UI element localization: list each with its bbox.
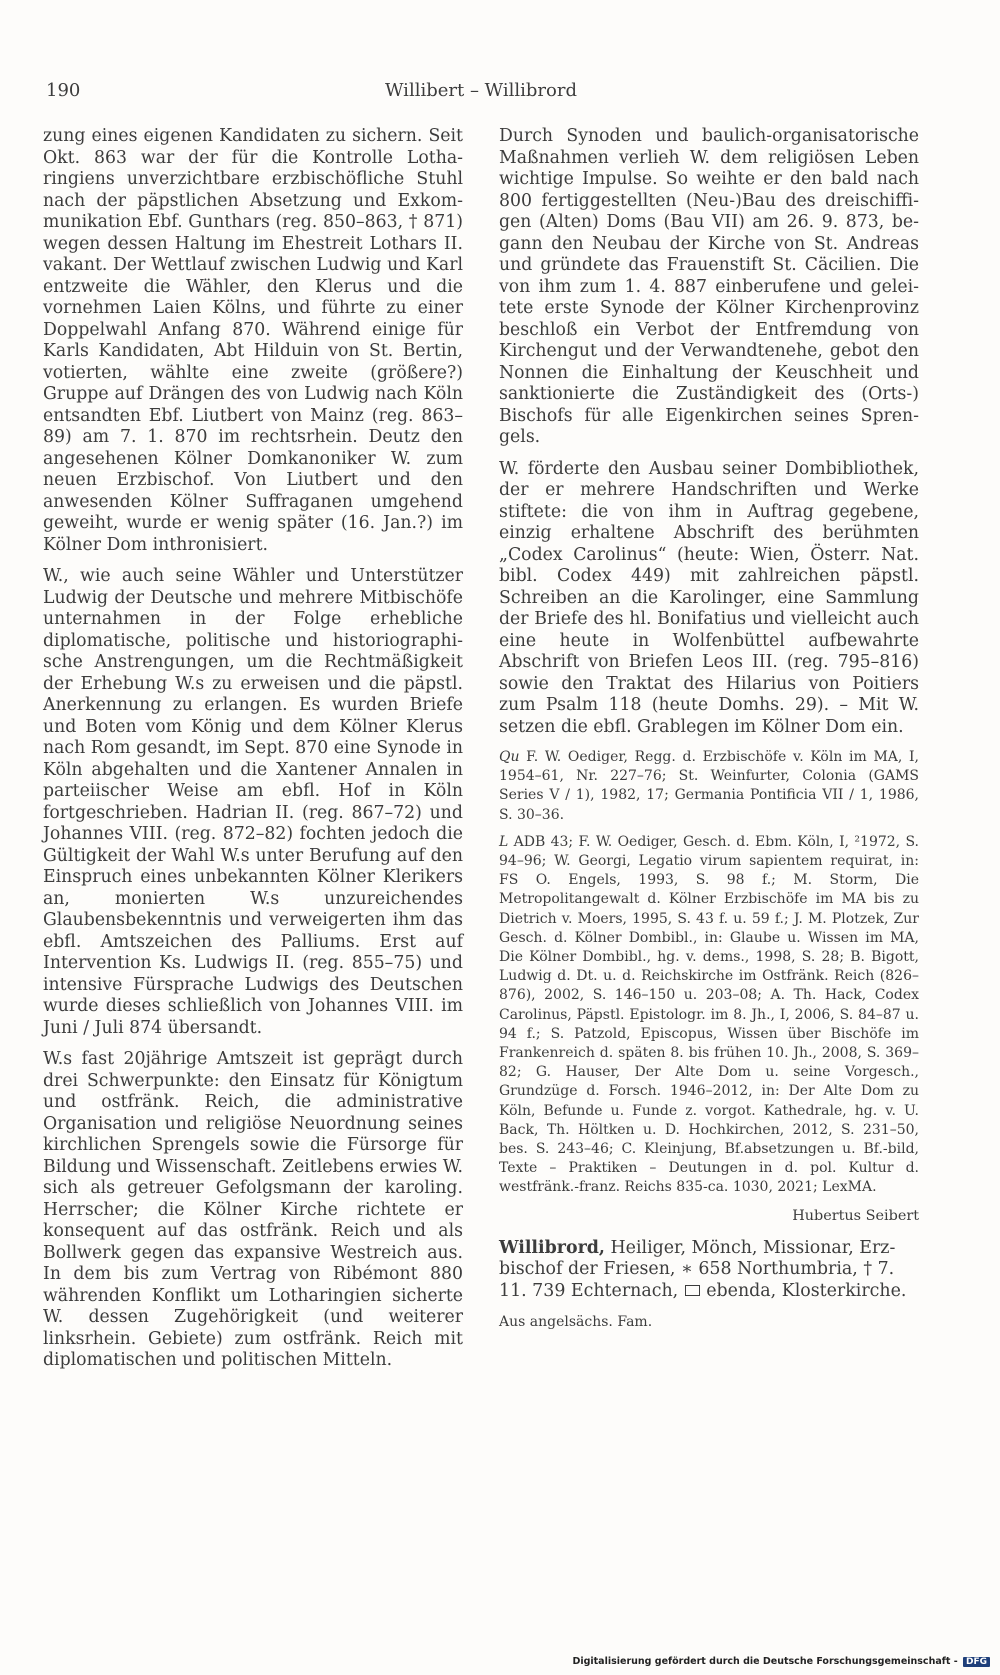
- footer-text: Digitalisierung gefördert durch die Deutsche Forschungsgemeinschaft -: [572, 1656, 958, 1667]
- entry-headword: Willibrord,: [499, 1237, 605, 1258]
- paragraph: W. förderte den Ausbau seiner Dombibliothek, der er mehrere Handschriften und Werke stiftete: die von ihm in Auftrag gegebene, einzig erhaltene Abschrift des berühmten „Codex Carolinus“ (heute: Wien, Österr. Nat. bibl. Codex 449) mit zahlreichen päpstl. Schreiben an die Karolinger, eine Sammlung der Briefe des hl. Bonifatius und vielleicht auch eine heute in Wolfenbüttel aufbewahrte Abschrift von Briefen Leos III. (reg. 795–816) sowie den Traktat des Hilarius von Poitiers zum Psalm 118 (heute Domhs. 29). – Mit W. setzen die ebfl. Grablegen im Kölner Dom ein.: [499, 458, 919, 737]
- paragraph: W., wie auch seine Wähler und Unterstützer Ludwig der Deutsche und mehrere Mitbischöfe unternahmen in der Folge erhebliche diplomatische, politische und historiographische Anstrengungen, um die Rechtmäßigkeit der Erhebung W.s zu erweisen und die päpstl. Anerkennung zu erlangen. Es wurden Briefe und Boten vom König und dem Kölner Klerus nach Rom gesandt, im Sept. 870 eine Synode in Köln abgehalten und die Xantener Annalen in parteiischer Weise am ebfl. Hof in Köln fortgeschrieben. Hadrian II. (reg. 867–72) und Johannes VIII. (reg. 872–82) fochten jedoch die Gültigkeit der Wahl W.s unter Berufung auf den Einspruch eines unbekannten Kölner Klerikers an, monierten W.s unzureichendes Glaubensbekenntnis und verweigerten ihm das ebfl. Amtszeichen des Palliums. Erst auf Intervention Ks. Ludwigs II. (reg. 855–75) und intensive Fürsprache Ludwigs des Deutschen wurde dieses schließlich von Johannes VIII. im Juni / Juli 874 übersandt.: [43, 566, 463, 1038]
- right-column: [499, 126, 919, 1332]
- literature-block: [499, 833, 919, 1198]
- sources-block: [499, 748, 919, 825]
- page-header: [46, 80, 916, 110]
- left-column: [43, 126, 463, 1382]
- literature-text: ADB 43; F. W. Oediger, Gesch. d. Ebm. Köln, I, ²1972, S. 94–96; W. Georgi, Legatio virum sapientem requirat, in: FS O. Engels, 1993, S. 98 f.; M. Storm, Die Metropolitangewalt d. Kölner Erzbischöfe im MA bis zu Dietrich v. Moers, 1995, S. 43 f. u. 59 f.; J. M. Plotzek, Zur Gesch. d. Kölner Dombibl., in: Glaube u. Wissen im MA, Die Kölner Dombibl., hg. v. dems., 1998, S. 28; B. Bigott, Ludwig d. Dt. u. d. Reichskirche im Ostfränk. Reich (826–876), 2002, S. 146–150 u. 203–08; A. Th. Hack, Codex Carolinus, Päpstl. Epistologr. im 8. Jh., I, 2006, S. 84–87 u. 94 f.; S. Patzold, Episcopus, Wissen über Bischöfe im Frankenreich d. späten 8. bis frühen 10. Jh., 2008, S. 369–82; G. Hauser, Der Alte Dom u. seine Vorgesch., Grundzüge d. Forsch. 1946–2012, in: Der Alte Dom zu Köln, Befunde u. Funde z. vorgot. Kathedrale, hg. v. U. Back, Th. Höltken u. D. Hochkirchen, 2012, S. 231–50, bes. S. 243–46; C. Kleinjung, Bf.absetzungen u. Bf.-bild, Texte – Praktiken – Deutungen in d. pol. Kultur d. westfränk.-franz. Reichs 835-ca. 1030, 2021; LexMA.: [499, 833, 919, 1196]
- sources-text: F. W. Oediger, Regg. d. Erzbischöfe v. Köln im MA, I, 1954–61, Nr. 227–76; St. Weinfurter, Colonia (GAMS Series V / 1), 1982, 17; Germania Pontificia VII / 1, 1986, S. 30–36.: [499, 749, 919, 823]
- page-number: 190: [46, 80, 81, 101]
- entry-text-b: ebenda, Klosterkirche.: [700, 1280, 907, 1301]
- author-signature: Hubertus Seibert: [792, 1207, 919, 1224]
- entry-text-a: Heiliger, Mönch, Missionar, Erzbischof der Friesen, ∗ 658 Northumbria, † 7. 11. 739 Echternach,: [499, 1237, 896, 1301]
- burial-icon: [685, 1285, 700, 1296]
- literature-label: L: [499, 833, 509, 850]
- dfg-logo: DFG: [963, 1657, 990, 1667]
- sources-label: Qu: [499, 749, 520, 765]
- footer: [572, 1656, 990, 1667]
- paragraph: W.s fast 20jährige Amtszeit ist geprägt durch drei Schwerpunkte: den Einsatz für Königtum und ostfränk. Reich, die administrative Organisation und religiöse Neuordnung seines kirchlichen Sprengels sowie die Fürsorge für Bildung und Wissenschaft. Zeitlebens erwies W. sich als getreuer Gefolgsmann der karoling. Herrscher; die Kölner Kirche richtete er konsequent auf das ostfränk. Reich und als Bollwerk gegen das expansive Westreich aus. In dem bis zum Vertrag von Ribémont 880 währenden Konflikt um Lotharingien sicherte W. dessen Zugehörigkeit (und weiterer linksrhein. Gebiete) zum ostfränk. Reich mit diplomatischen und politischen Mitteln.: [43, 1049, 463, 1370]
- entry-origin: Aus angelsächs. Fam.: [499, 1314, 653, 1331]
- entry-heading: [499, 1238, 919, 1303]
- paragraph: Durch Synoden und baulich-organisatorische Maßnahmen verlieh W. dem religiösen Leben wichtige Impulse. So weihte er den bald nach 800 fertiggestellten (Neu-)Bau des dreischiffigen (Alten) Doms (Bau VII) am 26. 9. 873, begann den Neubau der Kirche von St. Andreas und gründete das Frauenstift St. Cäcilien. Die von ihm zum 1. 4. 887 einberufene und geleitete erste Synode der Kölner Kirchenprovinz beschloß ein Verbot der Entfremdung von Kirchengut und der Verwandtenehe, gebot den Nonnen die Einhaltung der Keuschheit und sanktionierte die Zuständigkeit des (Orts-) Bischofs für alle Eigenkirchen seines Sprengels.: [499, 126, 919, 447]
- paragraph: zung eines eigenen Kandidaten zu sichern. Seit Okt. 863 war der für die Kontrolle Lotharingiens unverzichtbare erzbischöfliche Stuhl nach der päpstlichen Absetzung und Exkommunikation Ebf. Gunthars (reg. 850–863, † 871) wegen dessen Haltung im Ehestreit Lothars II. vakant. Der Wettlauf zwischen Ludwig und Karl entzweite die Wähler, den Klerus und die vornehmen Laien Kölns, und führte zu einer Doppelwahl Anfang 870. Während einige für Karls Kandidaten, Abt Hilduin von St. Bertin, votierten, wählte eine zweite (größere?) Gruppe auf Drängen des von Ludwig nach Köln entsandten Ebf. Liutbert von Mainz (reg. 863–89) am 7. 1. 870 im rechtsrhein. Deutz den angesehenen Kölner Domkanoniker W. zum neuen Erzbischof. Von Liutbert und den anwesenden Kölner Suffraganen umgehend geweiht, wurde er wenig später (16. Jan.?) im Kölner Dom inthronisiert.: [43, 126, 463, 555]
- running-head: Willibert – Willibrord: [385, 80, 577, 101]
